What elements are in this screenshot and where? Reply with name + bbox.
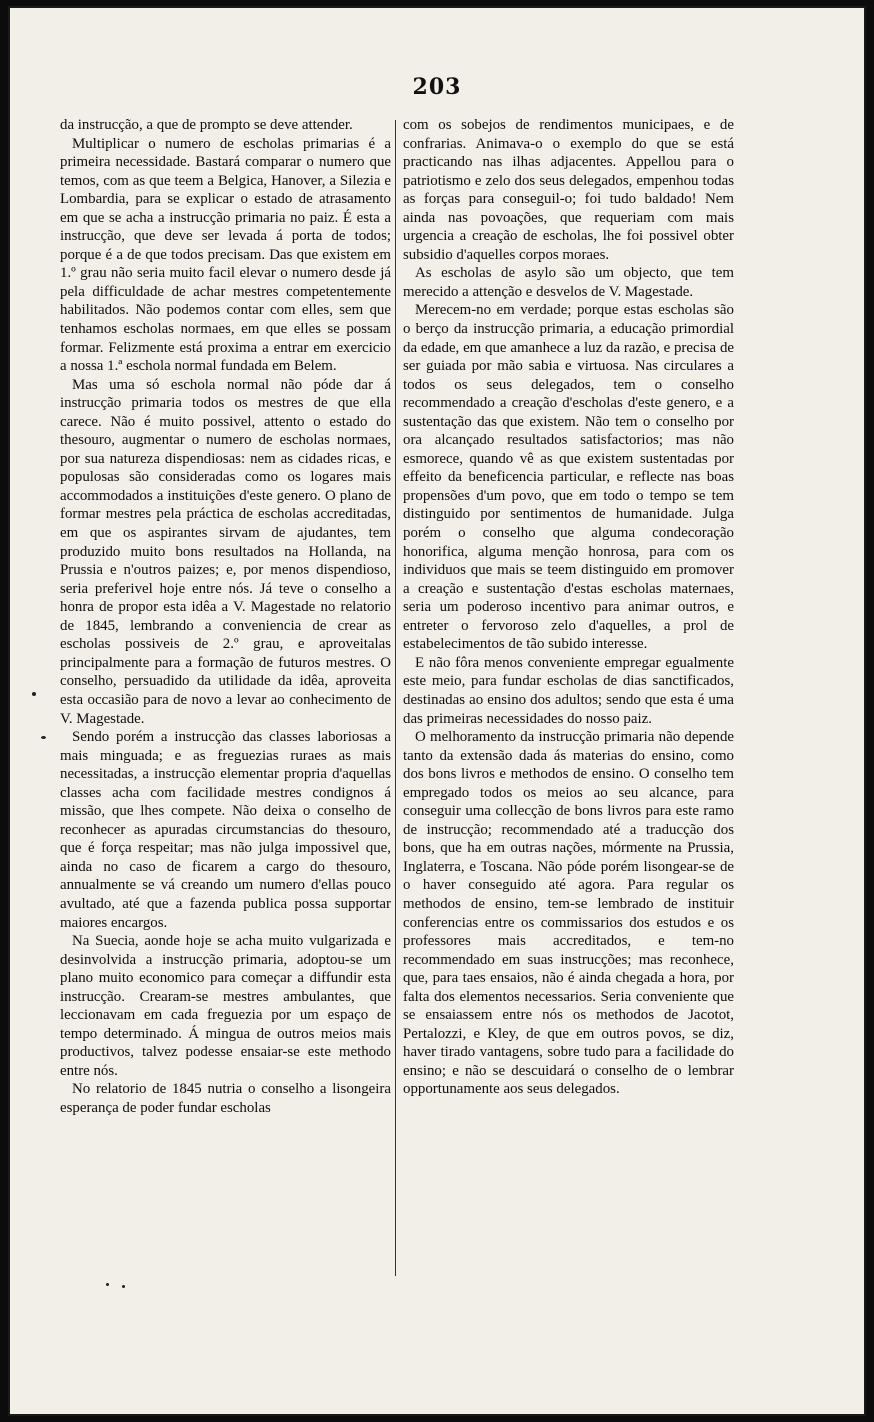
left-text-column bbox=[60, 116, 391, 1118]
right-text-column bbox=[403, 116, 734, 1099]
paragraph: Multiplicar o numero de escholas primarias é a primeira necessidade. Bastará comparar o numero que temos, com as que teem a Belgica, Hanover, a Silezia e Lombardia, para se explicar o estado de atrasamento em que se acha a instrucção primaria no paiz. É esta a instrucção, que deve ser levada á porta de todos; porque é a de que todos precisam. Das que existem em 1.º grau não seria muito facil elevar o numero desde já pela difficuldade de achar mestres competentemente habilitados. Não podemos contar com elles, sem que tenhamos escholas normaes, em que elles se possam formar. Felizmente está proxima a entrar em exercicio a nossa 1.ª eschola normal fundada em Belem. bbox=[60, 135, 391, 375]
column-divider bbox=[395, 120, 396, 1276]
scan-speck bbox=[41, 736, 46, 739]
paragraph: Merecem-no em verdade; porque estas escholas são o berço da instrucção primaria, a educação primordial da edade, em que amanhece a luz da razão, e precisa de ser guiada por mão sabia e virtuosa. Nas circulares a todos os seus delegados, tem o conselho recommendado a creação d'escholas d'este genero, e a sustentação das que existem. Não tem o conselho por ora alcançado resultados satisfactorios; mas não esmorece, quando vê as que existem sustentadas por effeito da beneficencia particular, e reflecte nas boas propensões d'um povo, que em todo o tempo se tem distinguido por sentimentos de humanidade. Julga porém o conselho que alguma condecoração honorifica, alguma menção honrosa, para com os individuos que mais se teem distinguido em promover a creação e sustentação d'estas escholas maternaes, seria um poderoso incentivo para animar outros, e entreter o fervoroso zelo d'aquelles, a prol de estabelecimentos de tão subido interesse. bbox=[403, 302, 734, 653]
paragraph: Mas uma só eschola normal não póde dar á instrucção primaria todos os mestres de que ella carece. Não é muito possivel, attento o estado do thesouro, augmentar o numero de escholas normaes, por sua natureza dispendiosas: nem as cidades ricas, e populosas são consideradas como os logares mais accommodados a instituições d'este genero. O plano de formar mestres pela práctica de escholas accreditadas, em que os aspirantes sirvam de ajudantes, tem produzido muito bons resultados na Hollanda, na Prussia e n'outros paizes; e, por menos dispendioso, seria preferivel hoje entre nós. Já teve o conselho a honra de propor esta idêa a V. Magestade no relatorio de 1845, lembrando a conveniencia de crear as escholas possiveis de 2.º grau, e aproveitalas principalmente para a formação de futuros mestres. O conselho, persuadido da utilidade da idêa, aproveita esta occasião para de novo a levar ao conhecimento de V. Magestade. bbox=[60, 376, 391, 727]
paragraph: No relatorio de 1845 nutria o conselho a lisongeira esperança de poder fundar escholas bbox=[60, 1081, 391, 1116]
scan-speck bbox=[122, 1285, 125, 1288]
scan-speck bbox=[106, 1283, 109, 1286]
paragraph: Sendo porém a instrucção das classes laboriosas a mais minguada; e as freguezias ruraes as mais necessitadas, a instrucção elementar propria d'aquellas classes acha com facilidade mestres condignos á missão, que lhes compete. Não deixa o conselho de reconhecer as apuradas circumstancias do thesouro, que é força respeitar; mas não julga impossivel que, ainda no caso de ficarem a cargo do thesouro, annualmente se vá creando um numero d'ellas pouco avultado, até que a fazenda publica possa supportar maiores encargos. bbox=[60, 729, 391, 931]
document-page bbox=[8, 6, 866, 1416]
paragraph: com os sobejos de rendimentos municipaes, e de confrarias. Animava-o o exemplo do que se está practicando nas ilhas adjacentes. Appellou para o patriotismo e zelo dos seus delegados, empenhou todas as forças para conseguil-o; foi tudo baldado! Nem ainda nas povoações, que requeriam com mais urgencia a creação de escholas, lhe foi possivel obter subsidio d'aquelles corpos moraes. bbox=[403, 117, 734, 263]
paragraph: O melhoramento da instrucção primaria não depende tanto da extensão dada ás materias do ensino, como dos bons livros e methodos de ensino. O conselho tem empregado todos os meios ao seu alcance, para conseguir uma collecção de bons livros para este ramo de instrucção; recommendado até a traducção dos bons, que ha em outras nações, mórmente na Prussia, Inglaterra, e Toscana. Não póde porém lisongear-se de o haver conseguido até agora. Para regular os methodos de ensino, tem-se lembrado de instituir conferencias entre os commissarios dos estudos e os professores mais accreditados, e tem-no recommendado em suas instrucções; mas reconhece, que, para taes ensaios, não é ainda chegada a hora, por falta dos elementos necessarios. Seria conveniente que se ensaiassem entre nós os methodos de Jacotot, Pertalozzi, e Kley, de que em outros povos, se diz, haver tirado vantagens, sobre tudo para a facilidade do ensino; e não se descuidará o conselho de o lembrar opportunamente aos seus delegados. bbox=[403, 729, 734, 1098]
paragraph: Na Suecia, aonde hoje se acha muito vulgarizada e desinvolvida a instrucção primaria, adoptou-se um plano muito economico para começar a diffundir esta instrucção. Crearam-se mestres ambulantes, que leccionavam em cada freguezia por um espaço de tempo determinado. Á mingua de outros meios mais productivos, talvez podesse ensaiar-se este methodo entre nós. bbox=[60, 933, 391, 1079]
paragraph: da instrucção, a que de prompto se deve attender. bbox=[60, 117, 353, 133]
scan-speck bbox=[32, 692, 36, 696]
paragraph: E não fôra menos conveniente empregar egualmente este meio, para fundar escholas de dias sanctificados, destinadas ao ensino dos adultos; sendo que esta é uma das primeiras necessidades do nosso paiz. bbox=[403, 654, 734, 727]
paragraph: As escholas de asylo são um objecto, que tem merecido a attenção e desvelos de V. Magestade. bbox=[403, 265, 734, 300]
page-number: 203 bbox=[412, 74, 462, 100]
